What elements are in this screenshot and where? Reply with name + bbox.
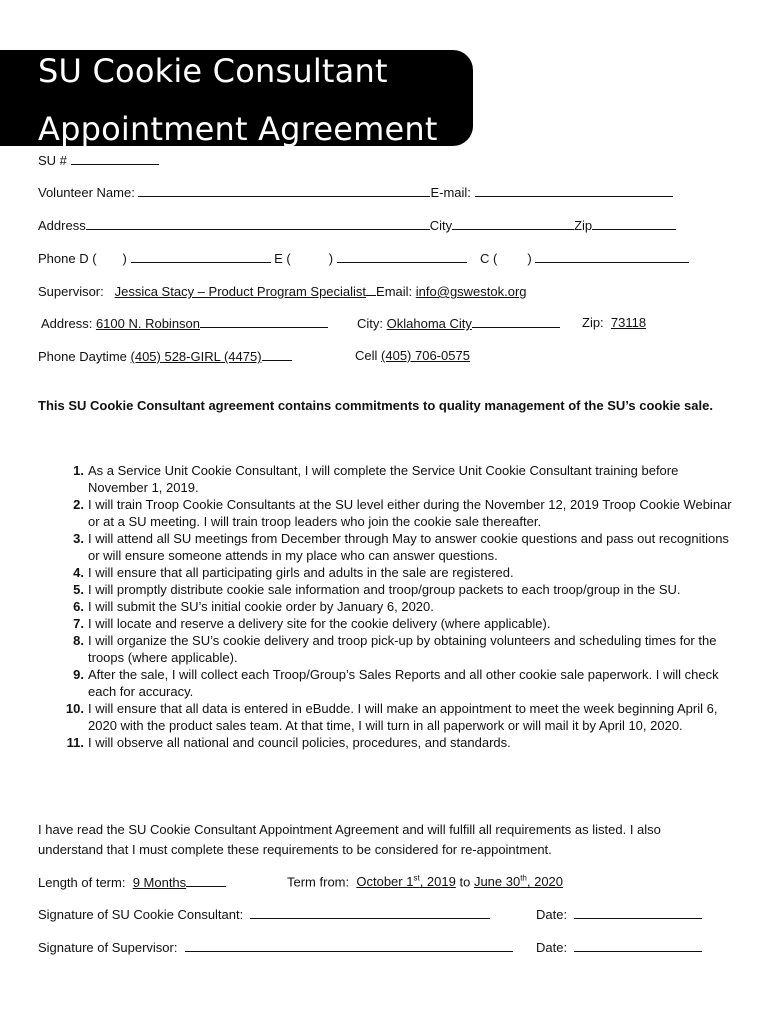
supervisor-zip: 73118 xyxy=(610,315,647,330)
term-from-date: October 1st, 2019 xyxy=(356,874,456,890)
list-item: 9. After the sale, I will collect each Troop/Group’s Sales Reports and all other cookie sale paperwork. I will check each for accuracy. xyxy=(73,667,719,699)
su-number-field[interactable] xyxy=(71,152,159,165)
term-length-row xyxy=(38,874,226,890)
list-item: 4. I will ensure that all participating girls and adults in the sale are registered. xyxy=(73,565,514,580)
volunteer-row xyxy=(38,184,673,200)
supervisor-address-row xyxy=(41,315,328,331)
email-field[interactable] xyxy=(475,184,673,197)
commitments-list xyxy=(60,462,736,751)
volunteer-name-field[interactable] xyxy=(138,184,430,197)
date-label: Date: xyxy=(536,940,568,955)
city-label: City xyxy=(429,218,453,233)
consultant-date-field[interactable] xyxy=(574,906,702,919)
su-number-row xyxy=(38,152,159,168)
intro-statement: This SU Cookie Consultant agreement contains commitments to quality management of the SU’s cookie sale. xyxy=(38,398,713,413)
supervisor-date-field[interactable] xyxy=(574,939,702,952)
supervisor-zip-label: Zip: xyxy=(582,315,604,330)
supervisor-signature-row xyxy=(38,939,513,955)
list-item: 10. I will ensure that all data is entered in eBudde. I will make an appointment to meet the week beginning April 6, 2020 with the product sales team. At that time, I will turn in all paperwork or will mail it by April 10, 2020. xyxy=(65,701,718,733)
su-number-label: SU # xyxy=(38,153,67,168)
paren: ) xyxy=(122,251,127,266)
list-item: 2. I will train Troop Cookie Consultants at the SU level either during the November 12, 2019 Troop Cookie Webinar or at a SU meeting. I will train troop leaders who join the cookie sale thereafter. xyxy=(73,497,732,529)
phone-daytime-label: Phone Daytime xyxy=(38,349,127,364)
title-line-2: Appointment Agreement xyxy=(38,110,438,148)
cell-number: (405) 706-0575 xyxy=(381,348,470,363)
cell-label: Cell xyxy=(355,348,378,363)
phone-cell-label: C ( xyxy=(479,251,498,266)
title-line-1: SU Cookie Consultant xyxy=(38,52,388,90)
supervisor-signature-label: Signature of Supervisor: xyxy=(38,940,178,955)
list-item: 11. I will observe all national and council policies, procedures, and standards. xyxy=(66,735,511,750)
supervisor-city: Oklahoma City xyxy=(386,316,472,331)
supervisor-cell-row xyxy=(355,348,470,363)
phone-day-field[interactable] xyxy=(131,250,271,263)
document-title-banner xyxy=(0,50,473,146)
phone-row xyxy=(38,250,689,266)
phone-evening-field[interactable] xyxy=(337,250,467,263)
supervisor-email-link[interactable]: info@gswestok.org xyxy=(415,284,527,299)
supervisor-city-row xyxy=(357,315,560,331)
phone-cell-field[interactable] xyxy=(535,250,689,263)
supervisor-label: Supervisor: xyxy=(38,284,104,299)
term-dates-row xyxy=(287,874,563,889)
zip-label: Zip xyxy=(574,218,593,233)
phone-evening-label: E ( xyxy=(274,251,291,266)
supervisor-address: 6100 N. Robinson xyxy=(95,316,201,331)
supervisor-phone-row xyxy=(38,348,292,364)
address-field[interactable] xyxy=(86,217,430,230)
acknowledgement-statement: I have read the SU Cookie Consultant Appointment Agreement and will fulfill all requirements as listed. I also understand that I must complete these requirements to be considered for re-appointment. xyxy=(38,822,661,857)
date-label: Date: xyxy=(536,907,568,922)
paren: ) xyxy=(328,251,334,266)
list-item: 1. As a Service Unit Cookie Consultant, I will complete the Service Unit Cookie Consultant training before November 1, 2019. xyxy=(73,463,679,495)
list-item: 5. I will promptly distribute cookie sale information and troop/group packets to each troop/group in the SU. xyxy=(73,582,681,597)
address-label: Address xyxy=(38,218,86,233)
list-item: 7. I will locate and reserve a delivery site for the cookie delivery (where applicable). xyxy=(73,616,551,631)
supervisor-name: Jessica Stacy – Product Program Specialist xyxy=(114,284,367,299)
email-label: E-mail: xyxy=(430,185,471,200)
term-length-label: Length of term: xyxy=(38,875,126,890)
consultant-signature-field[interactable] xyxy=(250,906,490,919)
supervisor-zip-row xyxy=(582,315,646,330)
consultant-signature-label: Signature of SU Cookie Consultant: xyxy=(38,907,244,922)
term-to-date: June 30th, 2020 xyxy=(473,874,564,890)
supervisor-city-label: City: xyxy=(357,316,383,331)
city-field[interactable] xyxy=(452,217,574,230)
supervisor-row xyxy=(38,283,527,299)
phone-daytime: (405) 528-GIRL (4475) xyxy=(130,349,262,364)
paren: ) xyxy=(527,251,532,266)
supervisor-date-row xyxy=(536,939,702,955)
phone-day-label: Phone D ( xyxy=(38,251,97,266)
supervisor-address-label: Address: xyxy=(41,316,93,331)
term-to-label: to xyxy=(459,874,471,890)
volunteer-name-label: Volunteer Name: xyxy=(38,185,135,200)
list-item: 8. I will organize the SU’s cookie delivery and troop pick-up by obtaining volunteers and scheduling times for the troops (where applicable). xyxy=(73,633,717,665)
list-item: 3. I will attend all SU meetings from December through May to answer cookie questions and pass out recognitions or will ensure someone attends in my place who can answer questions. xyxy=(73,531,729,563)
list-item: 6. I will submit the SU’s initial cookie order by January 6, 2020. xyxy=(73,599,434,614)
zip-field[interactable] xyxy=(592,217,676,230)
term-from-label: Term from: xyxy=(287,874,350,890)
consultant-signature-row xyxy=(38,906,490,922)
supervisor-email-label: Email: xyxy=(376,284,413,299)
term-length: 9 Months xyxy=(132,875,187,890)
address-row xyxy=(38,217,676,233)
supervisor-signature-field[interactable] xyxy=(185,939,513,952)
consultant-date-row xyxy=(536,906,702,922)
